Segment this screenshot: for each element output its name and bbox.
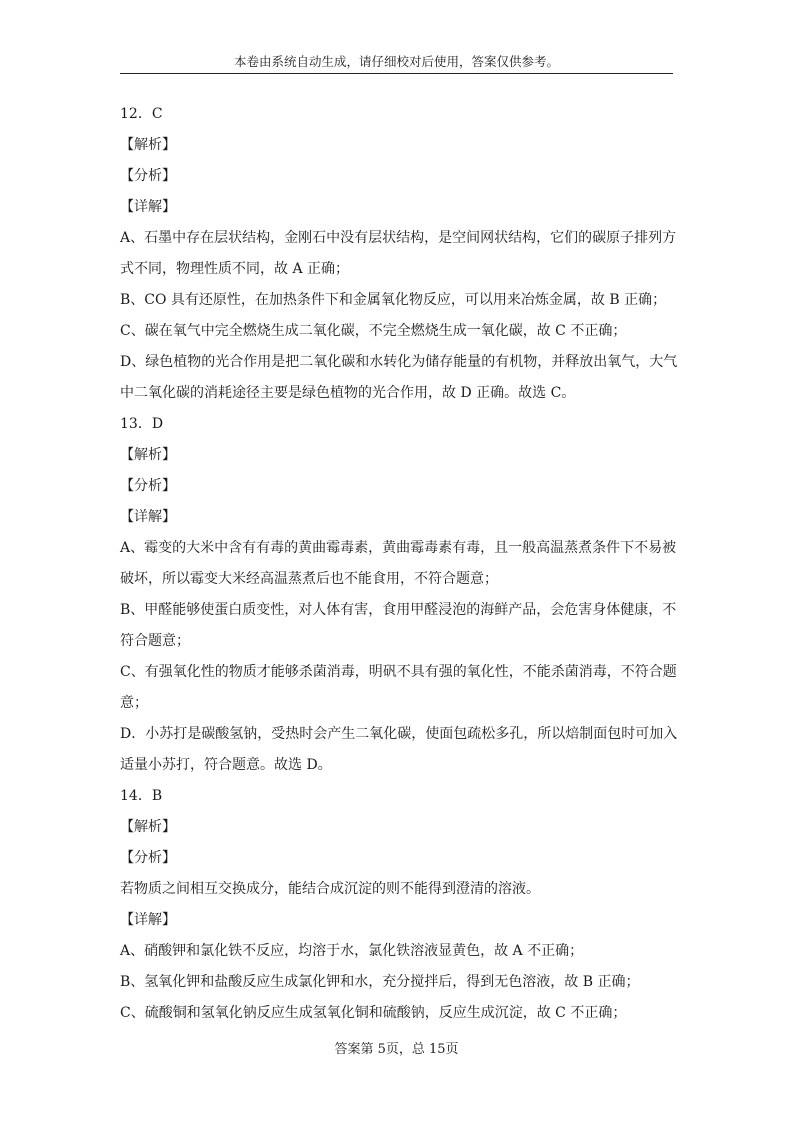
q13-option-b-line1: B、甲醛能够使蛋白质变性，对人体有害，食用甲醛浸泡的海鲜产品，会危害身体健康，不 <box>120 602 677 618</box>
header-divider <box>120 73 673 74</box>
q13-xiangjie-heading: 【详解】 <box>120 509 176 525</box>
q14-xiangjie-heading: 【详解】 <box>120 912 176 928</box>
q14-option-b: B、氢氧化钾和盐酸反应生成氯化钾和水，充分搅拌后，得到无色溶液，故 B 正确； <box>120 974 640 990</box>
q13-option-a-line1: A、霉变的大米中含有有毒的黄曲霉毒素，黄曲霉毒素有毒，且一般高温蒸煮条件下不易被 <box>120 540 677 556</box>
q12-jiexi-heading: 【解析】 <box>120 137 176 153</box>
q13-answer: 13．D <box>120 416 164 432</box>
page-footer: 答案第 5页，总 15页 <box>334 1042 459 1057</box>
q13-option-d-line1: D．小苏打是碳酸氢钠，受热时会产生二氧化碳，使面包疏松多孔，所以焙制面包时可加入 <box>120 726 678 742</box>
q13-fenxi-heading: 【分析】 <box>120 478 176 494</box>
q13-option-b-line2: 符合题意； <box>120 633 190 649</box>
page-header: 本卷由系统自动生成，请仔细校对后使用，答案仅供参考。 <box>233 54 559 69</box>
q14-option-a: A、硝酸钾和氯化铁不反应，均溶于水，氯化铁溶液显黄色，故 A 不正确； <box>120 943 584 959</box>
q13-option-c-line2: 意； <box>120 695 148 711</box>
answer-content <box>120 99 680 1029</box>
q12-answer: 12．C <box>120 106 163 122</box>
q13-jiexi-heading: 【解析】 <box>120 447 176 463</box>
q12-option-d-line1: D、绿色植物的光合作用是把二氧化碳和水转化为储存能量的有机物，并释放出氧气，大气 <box>120 354 678 370</box>
q12-option-c: C、碳在氧气中完全燃烧生成二氧化碳，不完全燃烧生成一氧化碳，故 C 不正确； <box>120 323 627 339</box>
q14-jiexi-heading: 【解析】 <box>120 819 176 835</box>
q14-fenxi-heading: 【分析】 <box>120 850 176 866</box>
q13-option-a-line2: 破坏，所以霉变大米经高温蒸煮后也不能食用，不符合题意； <box>120 571 498 587</box>
q12-fenxi-heading: 【分析】 <box>120 168 176 184</box>
q14-answer: 14．B <box>120 788 163 804</box>
q12-option-a-line1: A、石墨中存在层状结构，金刚石中没有层状结构，是空间网状结构，它们的碳原子排列方 <box>120 230 677 246</box>
q13-option-d-line2: 适量小苏打，符合题意。故选 D。 <box>120 757 332 773</box>
q12-option-d-line2: 中二氧化碳的消耗途径主要是绿色植物的光合作用，故 D 正确。故选 C。 <box>120 385 576 401</box>
q12-option-b: B、CO 具有还原性，在加热条件下和金属氧化物反应，可以用来冶炼金属，故 B 正确； <box>120 292 667 308</box>
q12-option-a-line2: 式不同，物理性质不同，故 A 正确； <box>120 261 350 277</box>
q12-xiangjie-heading: 【详解】 <box>120 199 176 215</box>
q13-option-c-line1: C、有强氧化性的物质才能够杀菌消毒，明矾不具有强的氧化性，不能杀菌消毒，不符合题 <box>120 664 677 680</box>
q14-fenxi-text: 若物质之间相互交换成分，能结合成沉淀的则不能得到澄清的溶液。 <box>120 881 540 897</box>
q14-option-c: C、硫酸铜和氢氧化钠反应生成氢氧化铜和硫酸钠，反应生成沉淀，故 C 不正确； <box>120 1005 627 1021</box>
